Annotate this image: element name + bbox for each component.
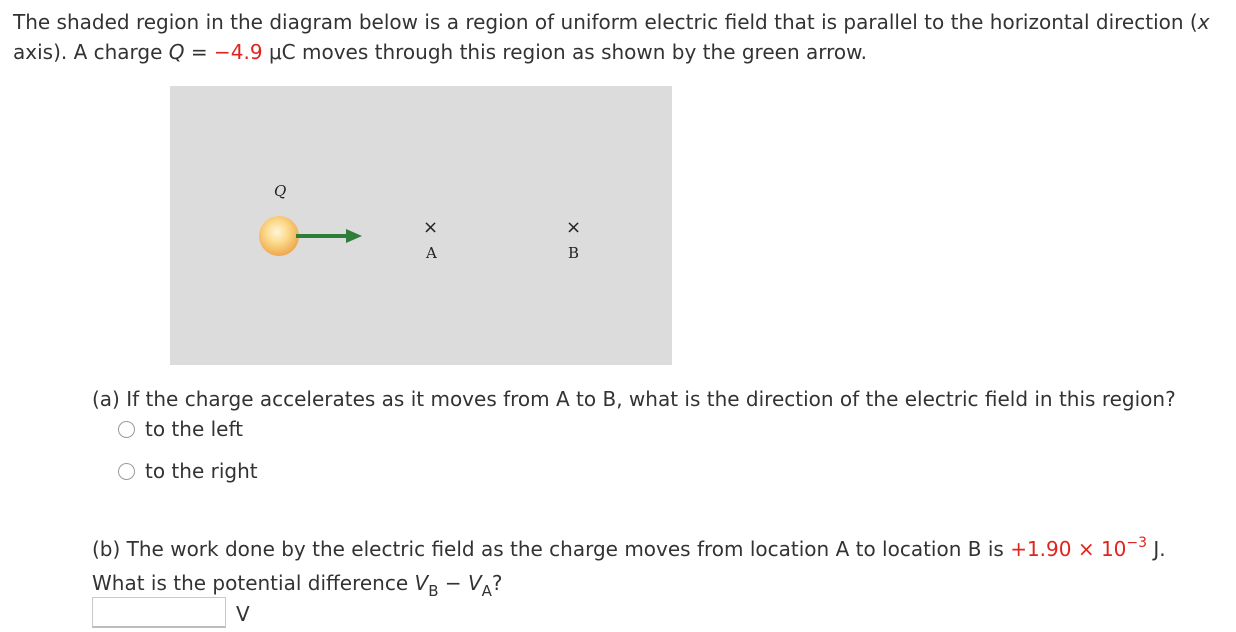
option-left-label: to the left	[145, 417, 244, 441]
point-a-label: A	[426, 244, 437, 262]
option-left[interactable]	[118, 416, 243, 442]
minus-sign: −	[438, 571, 468, 595]
part-b-text: (b) The work done by the electric field as the charge moves from location A to location B is	[92, 537, 1011, 561]
va-subscript: A	[481, 582, 492, 600]
part-a-question: (a) If the charge accelerates as it moves from A to B, what is the direction of the electric field in this region?	[92, 387, 1176, 411]
point-a-marker: ×	[423, 217, 439, 238]
part-b-question-2	[92, 568, 503, 600]
vb-var: V	[414, 571, 429, 595]
radio-left[interactable]	[118, 421, 135, 438]
question-mark: ?	[491, 571, 503, 595]
part-b-text-2: What is the potential difference	[92, 571, 415, 595]
part-b-question	[92, 534, 1166, 567]
unit-label: V	[236, 602, 250, 626]
intro-line1: The shaded region in the diagram below is a region of uniform electric field that is parallel to the horizontal direction (	[13, 10, 1198, 34]
charge-sphere	[259, 216, 299, 256]
charge-value: −4.9	[214, 40, 263, 64]
work-unit: J.	[1147, 537, 1166, 561]
potential-difference-input[interactable]	[92, 597, 226, 628]
radio-right[interactable]	[118, 463, 135, 480]
option-right-label: to the right	[145, 459, 258, 483]
work-exponent: −3	[1126, 535, 1148, 551]
equals-sign: =	[184, 40, 215, 64]
work-mantissa: +1.90 × 10	[1010, 537, 1127, 561]
x-variable: x	[1197, 10, 1210, 34]
work-value	[1010, 537, 1147, 561]
va-var: V	[467, 571, 482, 595]
charge-unit-text: μC moves through this region as shown by the green arrow.	[262, 40, 868, 64]
point-b-marker: ×	[566, 217, 582, 238]
q-variable: Q	[168, 40, 185, 64]
charge-label: Q	[274, 182, 287, 200]
electric-field-diagram	[170, 86, 672, 365]
option-right[interactable]	[118, 458, 258, 484]
point-b-label: B	[568, 244, 580, 262]
problem-statement	[13, 7, 1223, 67]
green-arrow-icon	[296, 224, 364, 248]
vb-subscript: B	[428, 582, 439, 600]
intro-line2: axis). A charge	[13, 40, 169, 64]
